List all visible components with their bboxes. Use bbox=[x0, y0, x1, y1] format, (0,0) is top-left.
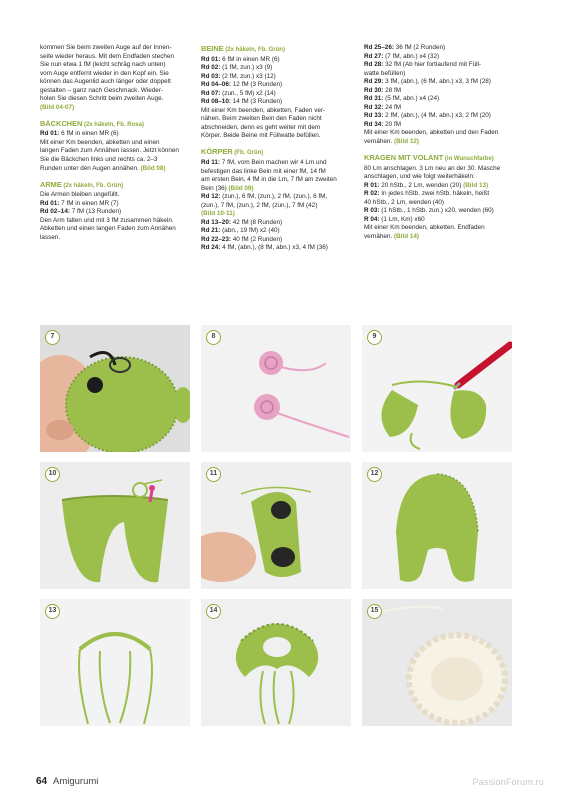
instruction-text: 6 fM in einen MR (6) bbox=[220, 55, 280, 63]
photo-number: 7 bbox=[45, 330, 60, 345]
instruction-text: Den Arm falten und mit 3 fM zusammen häkeln. bbox=[40, 216, 174, 224]
page-number: 64 bbox=[36, 776, 48, 787]
instruction-text: Mit einer Km beenden, abketten. Endfaden bbox=[364, 224, 485, 232]
instruction-line bbox=[201, 185, 355, 194]
instruction-line bbox=[364, 61, 524, 70]
instruction-line bbox=[364, 104, 524, 113]
instruction-line bbox=[201, 236, 355, 245]
instruction-text: gestalten – ganz nach Geschmack. Wieder- bbox=[40, 86, 164, 94]
instruction-line bbox=[40, 53, 190, 62]
photo-10-image bbox=[40, 462, 190, 589]
photo-08-cheeks bbox=[201, 325, 351, 452]
photo-number: 11 bbox=[206, 467, 221, 482]
instruction-line bbox=[201, 227, 355, 236]
instruction-text: 12 fM (3 Runden) bbox=[230, 81, 283, 89]
photo-07-eyelid bbox=[40, 325, 190, 452]
instruction-text: 4 fM, (abn.), (8 fM, abn.) x3, 4 fM (36) bbox=[220, 244, 328, 252]
instruction-text: 42 fM (8 Runden) bbox=[230, 218, 283, 226]
instruction-text: Mit einer Km beenden, abketten und den Faden bbox=[364, 129, 499, 137]
instruction-line bbox=[201, 56, 355, 65]
instruction-text: 40 hStb., 2 Lm, wenden (40) bbox=[364, 198, 445, 206]
round-label: Rd 01: bbox=[40, 130, 60, 138]
instruction-line bbox=[201, 107, 355, 116]
round-label: Rd 11: bbox=[201, 158, 221, 166]
instruction-text: 6 fM in einen MR (6) bbox=[59, 130, 119, 138]
instruction-text: (1 Lm, Km) x60 bbox=[379, 215, 425, 223]
instruction-line bbox=[201, 219, 355, 228]
instruction-line bbox=[40, 78, 190, 87]
instruction-line bbox=[364, 165, 524, 174]
round-label: R 03: bbox=[364, 207, 380, 215]
instruction-line bbox=[40, 191, 190, 200]
instruction-text: 7 fM in einen MR (7) bbox=[59, 199, 119, 207]
photo-reference: (Bild 14) bbox=[393, 232, 420, 240]
instruction-text: 24 fM bbox=[383, 103, 402, 111]
instruction-line bbox=[201, 81, 355, 90]
instruction-text: seite wieder heraus. Mit dem Endfaden stechen bbox=[40, 52, 174, 60]
round-label: Rd 30: bbox=[364, 86, 384, 94]
instruction-line bbox=[40, 70, 190, 79]
instruction-line bbox=[40, 234, 190, 243]
round-label: Rd 03: bbox=[201, 72, 221, 80]
photo-07-image bbox=[40, 325, 190, 452]
instruction-line bbox=[201, 244, 355, 253]
instruction-text: 40 fM (2 Runden) bbox=[230, 235, 283, 243]
photo-number: 10 bbox=[45, 467, 60, 482]
instruction-line bbox=[40, 95, 190, 104]
round-label: Rd 21: bbox=[201, 227, 221, 235]
instruction-line bbox=[201, 210, 355, 219]
round-label: Rd 25–26: bbox=[364, 44, 394, 51]
instruction-text: vernähen. bbox=[364, 138, 394, 146]
section-heading bbox=[364, 153, 524, 165]
instruction-line bbox=[40, 44, 190, 53]
round-label: Rd 12: bbox=[201, 193, 221, 201]
photo-reference: (Bild 10-11) bbox=[201, 210, 235, 218]
instruction-text: am ersten Bein, 4 fM in die Lm, 7 fM am zweiten bbox=[201, 176, 337, 184]
instruction-text: nähen. Beim zweiten Bein den Faden nicht bbox=[201, 115, 322, 123]
instruction-line bbox=[40, 61, 190, 70]
section-heading-title: BÄCKCHEN bbox=[40, 118, 83, 128]
instruction-text: In jedes hStb. zwei hStb. häkeln, heißt bbox=[379, 190, 490, 198]
round-label: Rd 07: bbox=[201, 89, 221, 97]
instruction-line bbox=[201, 73, 355, 82]
instruction-line bbox=[40, 225, 190, 234]
photo-number: 14 bbox=[206, 604, 221, 619]
round-label: Rd 01: bbox=[201, 55, 221, 63]
instruction-line bbox=[364, 112, 524, 121]
instruction-line bbox=[40, 156, 190, 165]
instruction-line bbox=[201, 176, 355, 185]
photo-reference: (Bild 12) bbox=[393, 138, 420, 146]
section-heading-title: ARME bbox=[40, 179, 62, 189]
text-column-3 bbox=[364, 44, 524, 241]
instruction-text: Mit einer Km beenden, abketten, Faden ver- bbox=[201, 106, 326, 114]
text-column-2 bbox=[201, 44, 355, 253]
photo-08-image bbox=[201, 325, 351, 452]
instruction-text: Sie nun etwa 1 fM (leicht schräg nach unten) bbox=[40, 61, 166, 69]
section-heading-title: BEINE bbox=[201, 44, 224, 53]
round-label: Rd 29: bbox=[364, 78, 384, 86]
instruction-text: watte befüllen) bbox=[364, 69, 406, 77]
instruction-text: (1 hStb., 1 hStb. zun.) x20, wenden (60) bbox=[379, 207, 494, 215]
instruction-line bbox=[364, 95, 524, 104]
instruction-line bbox=[364, 207, 524, 216]
section-heading bbox=[201, 44, 355, 56]
instruction-text: Abketten und einen langen Faden zum Annähen bbox=[40, 225, 176, 233]
instruction-text: Mit einer Km beenden, abketten und einen bbox=[40, 138, 160, 146]
instruction-text: Sie die Bäckchen links und rechts ca. 2–3 bbox=[40, 156, 158, 164]
instruction-line bbox=[40, 147, 190, 156]
photo-13-image bbox=[40, 599, 190, 726]
photo-reference: (Bild 13) bbox=[463, 181, 489, 189]
instruction-line bbox=[201, 124, 355, 133]
photo-reference: (Bild 09) bbox=[228, 184, 254, 192]
round-label: Rd 24: bbox=[201, 244, 221, 252]
instruction-line bbox=[364, 190, 524, 199]
section-heading-note: (2x häkeln, Fb. Grün) bbox=[61, 182, 124, 189]
instruction-line bbox=[364, 70, 524, 79]
instruction-text: lassen. bbox=[40, 233, 61, 241]
instruction-text: holen Sie diesen Schritt beim zweiten Auge. bbox=[40, 95, 164, 103]
magazine-title: Amigurumi bbox=[53, 776, 99, 787]
instruction-line bbox=[201, 193, 355, 202]
round-label: Rd 04–06: bbox=[201, 81, 231, 89]
instruction-line bbox=[201, 159, 355, 168]
round-label: Rd 32: bbox=[364, 103, 384, 111]
instruction-text: (zun., 5 fM) x2 (14) bbox=[220, 89, 276, 97]
photo-number: 15 bbox=[367, 604, 382, 619]
instruction-line bbox=[364, 87, 524, 96]
instruction-line bbox=[364, 233, 524, 242]
instruction-line bbox=[40, 139, 190, 148]
photo-12-body-finished bbox=[362, 462, 512, 589]
instruction-text: (abn., 19 fM) x2 (40) bbox=[220, 227, 280, 235]
round-label: Rd 02–14: bbox=[40, 208, 70, 216]
instruction-line bbox=[364, 182, 524, 191]
photo-number: 13 bbox=[45, 604, 60, 619]
round-label: Rd 34: bbox=[364, 120, 384, 128]
instruction-line bbox=[201, 115, 355, 124]
instruction-text: Körper. Beide Beine mit Füllwatte befüllen. bbox=[201, 132, 321, 140]
round-label: Rd 08–10: bbox=[201, 98, 231, 106]
photo-number: 9 bbox=[367, 330, 382, 345]
instruction-text: Runden unter den Augen annähen. bbox=[40, 164, 141, 172]
section-heading bbox=[201, 147, 355, 159]
instruction-text: vernähen. bbox=[364, 232, 394, 240]
instruction-line bbox=[364, 216, 524, 225]
photo-15-image bbox=[362, 599, 512, 726]
section-heading-title: KÖRPER bbox=[201, 147, 233, 157]
instruction-text: langen Faden zum Annähen lassen. Jetzt können bbox=[40, 147, 179, 155]
instruction-text: 80 Lm anschlagen. 3 Lm neu an der 30. Masche bbox=[364, 164, 501, 172]
photo-12-image bbox=[362, 462, 512, 589]
photo-15-white-collar bbox=[362, 599, 512, 726]
instruction-text: vom Auge entfernt wieder in den Kopf ein. Sie bbox=[40, 69, 169, 77]
round-label: Rd 22–23: bbox=[201, 235, 231, 243]
photo-09-image bbox=[362, 325, 512, 452]
instruction-text: 3 fM, (abn.), (6 fM, abn.) x3, 3 fM (28) bbox=[383, 78, 491, 86]
instruction-text: 20 fM bbox=[383, 120, 402, 128]
instruction-text: 14 fM (3 Runden) bbox=[230, 98, 283, 106]
instruction-line bbox=[40, 217, 190, 226]
instruction-line bbox=[40, 208, 190, 217]
instruction-line bbox=[40, 87, 190, 96]
round-label: Rd 31: bbox=[364, 95, 384, 103]
round-label: Rd 01: bbox=[40, 199, 60, 207]
instruction-line bbox=[201, 168, 355, 177]
instruction-line bbox=[364, 138, 524, 147]
instruction-text: 32 fM (Ab hier fortlaufend mit Füll- bbox=[383, 61, 482, 69]
round-label: Rd 13–20: bbox=[201, 218, 231, 226]
photo-reference: (Bild 04-07) bbox=[40, 103, 75, 111]
instruction-text: können das Augenlid auch länger oder doppelt bbox=[40, 78, 171, 86]
instruction-text: (1 fM, zun.) x3 (9) bbox=[220, 64, 273, 72]
instruction-text: (5 fM, abn.) x4 (24) bbox=[383, 95, 440, 103]
instruction-line bbox=[201, 132, 355, 141]
instruction-text: befestigen das linke Bein mit einer fM, 14 fM bbox=[201, 167, 326, 175]
photo-11-image bbox=[201, 462, 351, 589]
round-label: Rd 33: bbox=[364, 112, 384, 120]
instruction-text: Bein (36) bbox=[201, 184, 229, 192]
section-heading-note: (in Wunschfarbe) bbox=[443, 156, 494, 163]
instruction-line bbox=[364, 78, 524, 87]
instruction-text: (2 fM, zun.) x3 (12) bbox=[220, 72, 276, 80]
instruction-line bbox=[40, 104, 190, 113]
instruction-text: 20 hStb., 2 Lm, wenden (20) bbox=[379, 181, 464, 189]
round-label: Rd 27: bbox=[364, 52, 384, 60]
round-label: R 04: bbox=[364, 215, 380, 223]
section-heading-note: (Fb. Grün) bbox=[232, 150, 264, 157]
instruction-text: 2 fM, (abn.), (4 fM, abn.) x3, 2 fM (20) bbox=[383, 112, 491, 120]
instruction-line bbox=[364, 129, 524, 138]
instruction-line bbox=[201, 90, 355, 99]
section-heading-note: (2x häkeln, Fb. Rosa) bbox=[82, 121, 144, 128]
photo-14-collar-ruffle bbox=[201, 599, 351, 726]
instruction-text: 7 fM (13 Runden) bbox=[69, 208, 122, 216]
section-heading-title: KRAGEN MIT VOLANT bbox=[364, 153, 444, 163]
instruction-text: 36 fM (2 Runden) bbox=[393, 44, 446, 51]
round-label: Rd 02: bbox=[201, 64, 221, 72]
instruction-line bbox=[364, 53, 524, 62]
photo-reference: (Bild 08) bbox=[140, 164, 166, 172]
section-heading bbox=[40, 180, 190, 192]
instruction-line bbox=[40, 165, 190, 174]
instruction-line bbox=[364, 173, 524, 182]
instruction-line bbox=[201, 64, 355, 73]
instruction-text: anschlagen, und wie folgt weiterhäkeln: bbox=[364, 173, 475, 181]
round-label: Rd 28: bbox=[364, 61, 384, 69]
watermark: PassionForum.ru bbox=[472, 777, 544, 787]
instruction-line bbox=[364, 121, 524, 130]
instruction-line bbox=[201, 98, 355, 107]
instruction-line bbox=[40, 130, 190, 139]
instruction-line bbox=[201, 202, 355, 211]
photo-number: 12 bbox=[367, 467, 382, 482]
instruction-text: 28 fM bbox=[383, 86, 402, 94]
instruction-text: Die Armen bleiben ungefüllt. bbox=[40, 191, 120, 199]
section-heading bbox=[40, 119, 190, 131]
instruction-text: (7 fM, abn.) x4 (32) bbox=[383, 52, 440, 60]
photo-09-legs-joined bbox=[362, 325, 512, 452]
photo-13-collar-chain bbox=[40, 599, 190, 726]
round-label: R 01: bbox=[364, 181, 380, 189]
instruction-line bbox=[40, 200, 190, 209]
instruction-text: (zun.), 7 fM, (zun.), 2 fM, (zun.), 7 fM (42) bbox=[201, 201, 318, 209]
instruction-text: kommen Sie beim zweiten Auge auf der Innen- bbox=[40, 44, 172, 51]
photo-10-marker bbox=[40, 462, 190, 589]
text-column-1 bbox=[40, 44, 190, 242]
photo-11-body-base bbox=[201, 462, 351, 589]
instruction-text: abschneiden, denn es geht weiter mit dem bbox=[201, 123, 321, 131]
instruction-text: (zun.), 6 fM, (zun.), 2 fM, (zun.), 6 fM, bbox=[220, 193, 328, 201]
photo-14-image bbox=[201, 599, 351, 726]
instruction-text: 7 fM, vom Bein machen wir 4 Lm und bbox=[220, 158, 327, 166]
instruction-line bbox=[364, 224, 524, 233]
round-label: R 02: bbox=[364, 190, 380, 198]
instruction-line bbox=[364, 44, 524, 53]
photo-number: 8 bbox=[206, 330, 221, 345]
instruction-line bbox=[364, 199, 524, 208]
section-heading-note: (2x häkeln, Fb. Grün) bbox=[223, 47, 285, 53]
